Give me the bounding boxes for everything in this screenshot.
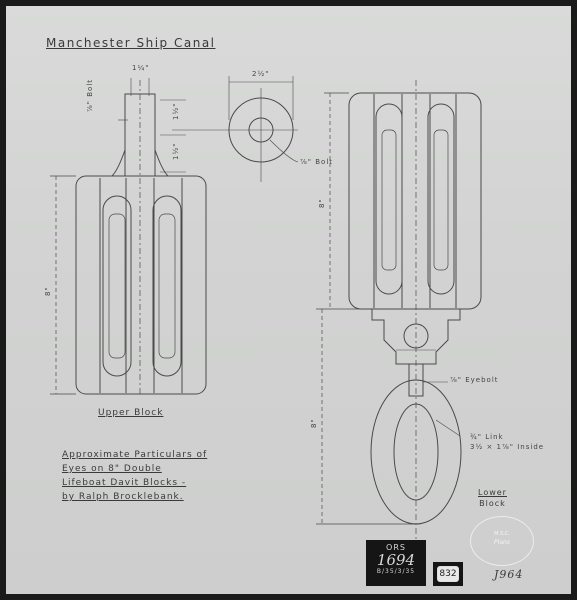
drawing-notes [62, 448, 207, 504]
dim-eye-b: 1½" [172, 142, 180, 160]
seal-text-2: Plans [494, 539, 510, 546]
dim-lower-upper-height: 8" [318, 198, 326, 208]
number-stamp [433, 562, 463, 586]
lower-sheave-left [376, 104, 402, 294]
lower-block-label [478, 487, 507, 509]
upper-block [50, 78, 206, 395]
upper-sheave-left [103, 196, 131, 376]
stamp-line-3: B/35/3/35 [376, 568, 416, 575]
upper-block-body [76, 176, 206, 394]
embossed-seal [470, 516, 534, 566]
dim-eyebolt: ⅞" Eyebolt [450, 376, 499, 384]
upper-eye-shank [125, 94, 155, 176]
dim-top-width: 1¼" [132, 64, 150, 72]
dim-eye-plan-bolt: ⅞" Bolt [300, 158, 334, 166]
reference-stamp [366, 540, 426, 586]
stamp-line-1: ORS [386, 543, 406, 552]
dim-link-b: 3½ × 1⅞" Inside [470, 443, 545, 451]
dim-eye-a: 1½" [172, 102, 180, 120]
seal-text-1: M.S.C. [494, 531, 510, 537]
dim-upper-height: 8" [44, 286, 52, 296]
drawing-reference: J964 [494, 568, 524, 581]
notes-line-3: Lifeboat Davit Blocks - [62, 478, 187, 488]
lower-block-label-line2: Block [479, 499, 506, 508]
notes-line-1: Approximate Particulars of [62, 450, 208, 460]
upper-sheave-right [153, 196, 181, 376]
dim-lower-lower-height: 8" [310, 418, 318, 428]
eye-plan-view [172, 76, 298, 182]
lower-block-body [349, 93, 481, 309]
notes-line-2: Eyes on 8" Double [62, 464, 162, 474]
stamp-line-2: 1694 [376, 551, 416, 569]
upper-block-label: Upper Block [98, 408, 164, 418]
dim-eye-plan-width: 2½" [252, 70, 270, 78]
notes-line-4: by Ralph Brocklebank. [62, 492, 184, 502]
lower-block-label-line1: Lower [478, 488, 507, 497]
drawing-title: Manchester Ship Canal [46, 36, 216, 50]
lower-block [316, 80, 481, 560]
dim-bolt-left: ⅞" Bolt [86, 78, 94, 112]
number-stamp-value: 832 [437, 566, 459, 582]
dim-link-a: ¾" Link [470, 433, 504, 441]
lower-sheave-right [428, 104, 454, 294]
